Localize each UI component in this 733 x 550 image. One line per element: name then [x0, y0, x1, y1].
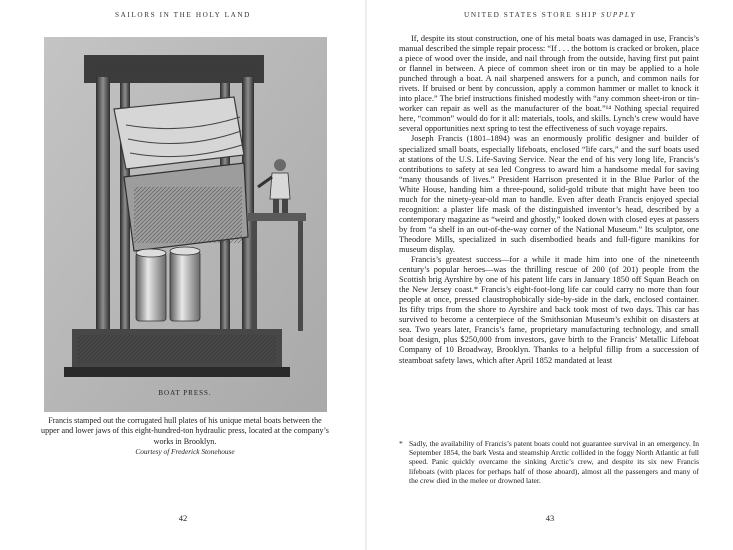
right-running-head — [367, 11, 733, 19]
boat-press-illustration — [44, 37, 327, 412]
running-head-prefix: UNITED STATES STORE SHIP — [464, 11, 601, 19]
figure-caption — [40, 416, 330, 457]
image-credit: Courtesy of Frederick Stonehouse — [135, 446, 235, 456]
right-page-number: 43 — [545, 513, 555, 523]
running-head-ship-name: SUPPLY — [600, 11, 636, 19]
left-page — [0, 0, 366, 550]
caption-text: Francis stamped out the corrugated hull plates of his unique metal boats between the upper and lower jaws of this eight-hundred-ton hydraulic press, located at the company’s works in Brooklyn. — [41, 416, 329, 446]
paragraph-greatest-success: Francis’s greatest success—for a while it made him into one of the nineteenth century’s popular heroes—was the thrilling rescue of 200 (of 201) people from the Scottish brig Ayrshire by one of his patent life cars in January 1850 off Squan Beach on the New Jersey coast.* Francis’s eight-foot-long life car could carry no more than four people at once, pressed claustrophobically side-by-side in the dark, enclosed container. Its fifty trips from the shore to Ayrshire and back took most of two days. This car has survived to become a centerpiece of the Smithsonian Museum’s exhibit on disasters at sea. Two years later, Francis’s fame, proprietary manufacturing technology, and small boat design, plus $250,000 from investors, gave birth to the Francis’ Metallic Lifeboat Company of 10 Broadway, Brooklyn. Thanks to a helpful fillip from a succession of steamboat safety laws, which after April 1852 mandated at least — [399, 255, 699, 365]
body-text — [399, 34, 699, 366]
right-page — [367, 0, 733, 550]
footnote-mark: * — [399, 439, 403, 448]
boat-press-engraving — [44, 37, 327, 412]
footnote-text: Sadly, the availability of Francis’s patent boats could not guarantee survival in an emergency. In September 1854, the bark Vesta and steamship Arctic collided in the foggy North Atlantic at full speed. Panic quickly overcame the sinking Arctic’s crew, and despite its six new Francis lifeboats (with places for perhaps half of those aboard), almost all the passengers and many of the crew died in the melee or drowned later. — [409, 439, 699, 485]
footnote — [399, 439, 699, 485]
paragraph-repair-process: If, despite its stout construction, one of his metal boats was damaged in use, Francis’s manual described the simple repair process: “If . . . the bottom is cracked or broken, place a piece of wood over the inside, and nail through from the outside, having first put paint or flannel in between. A piece of common sheet iron or tin may be applied to a hole punched through a boat. A nail sharpened answers for a punch, and common nails for rivets. If bruised or bent by concussion, apply a common hammer or mallet to knock it into place.” The brief instructions finished modestly with “any common sheet-iron or tin-worker can repair as well as the manufacturer of the boat.”¹⁴ Nothing special required here, “common” would do for it all: materials, tools, and skills. Lynch’s crew would have several opportunities next spring to test the effectiveness of such voyage repairs. — [399, 34, 699, 134]
engraving-label: BOAT PRESS. — [158, 389, 212, 397]
paragraph-joseph-francis: Joseph Francis (1801–1894) was an enormously prolific designer and builder of specialized small boats, especially lifeboats, enclosed “life cars,” and the surf boats used at stations of the U.S. Life-Saving Service. Near the end of his very long life, Francis’s contributions to safety at sea led Congress to award him a handsome medal for saving “many thousands of lives.” President Harrison presented it in the Blue Parlor of the White House, handing him a three-pound, solid-gold tribute that might have been too much for the ninety-year-old man to handle. Even after death Francis enjoyed special recognition: a plaster life mask of the distinguished inventor’s head, described by a contemporary magazine as “weird and ghostly,” looked down with closed eyes at passers by from “a shelf in an out-of-the-way corner of the National Museum.” Its sculptor, one Theodore Mills, specialized in such disembodied heads and full-figure manikins for museum display. — [399, 134, 699, 254]
left-page-number: 42 — [178, 513, 188, 523]
left-running-head: SAILORS IN THE HOLY LAND — [115, 11, 251, 19]
